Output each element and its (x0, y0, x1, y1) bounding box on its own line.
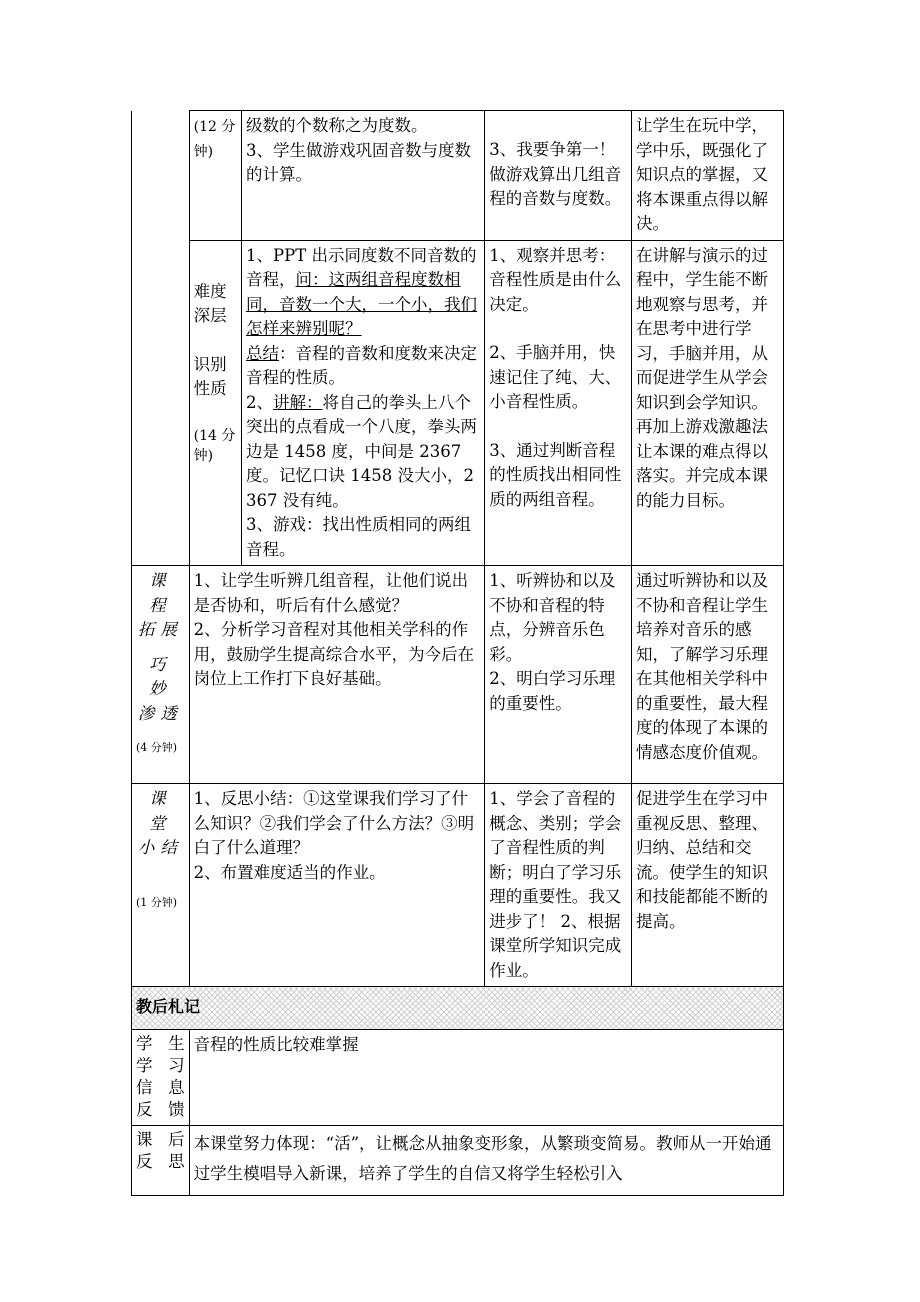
student-activity-text: 3、我要争第一！做游戏算出几组音程的音数与度数。 (489, 140, 622, 208)
student-activity-text: 1、听辨协和以及不协和音程的特点，分辨音乐色彩。 (489, 571, 616, 664)
design-intent-text: 通过听辨协和以及不协和音程让学生培养对音乐的感知，了解学习乐理在其他相关学科中的重要性，最大程度的体现了本课的情感态度价值观。 (635, 571, 768, 762)
student-activity-cell (485, 111, 632, 241)
content-text: ：音程的音数和度数来决定音程的性质。 (246, 343, 478, 387)
stage-label: 课 堂 (149, 789, 172, 833)
design-intent-cell (631, 566, 783, 784)
lesson-plan-sheet (131, 110, 784, 1196)
content-step-1 (246, 244, 480, 342)
reflection-value: 本课堂努力体现：“活”，让概念从抽象变形象，从繁琐变简易。教师从一开始通过学生模唱导入新课，培养了学生的自信又将学生轻松引入 (189, 1126, 783, 1196)
design-intent-cell (631, 240, 783, 566)
stage-label: 渗透 (137, 703, 183, 723)
time-label: (1 分钟) (136, 895, 178, 909)
content-step-3: 3、游戏：找出性质相同的两组音程。 (246, 515, 472, 559)
time-label: (12 分钟) (193, 119, 236, 160)
content-underlined: 问：这两组音程度数相同，音数一个大，一个小，我们怎样来辨别呢？ (246, 270, 478, 338)
student-activity-text: 2、手脑并用，快速记住了纯、大、小音程性质。 (489, 343, 622, 411)
design-intent-text: 让学生在玩中学，学中乐，既强化了知识点的掌握，又将本课重点得以解决。 (635, 116, 768, 233)
stage-cell-empty (132, 111, 190, 566)
table-row-game (132, 111, 784, 241)
teacher-activity-cell (189, 566, 485, 784)
student-activity-text: 1、学会了音程的概念、类别；学会了音程性质的判断；明白了学习乐理的重要性。我又进步了！ 2、根据课堂所学知识完成作业。 (489, 789, 622, 980)
content-step-summary (246, 342, 480, 391)
design-intent-text: 促进学生在学习中重视反思、整理、归纳、总结和交流。使学生的知识和技能都能不断的提高。 (635, 789, 768, 931)
student-activity-text: 3、通过判断音程的性质找出相同性质的两组音程。 (489, 440, 622, 509)
table-row-feedback (132, 1030, 784, 1126)
design-intent-cell (631, 111, 783, 241)
feedback-value: 音程的性质比较难掌握 (189, 1030, 783, 1126)
feedback-label: 学 生 学 习 信 息 反馈 (132, 1030, 190, 1126)
reflection-label: 课 后 反思 (132, 1126, 190, 1196)
student-activity-text: 1、观察并思考：音程性质是由什么决定。 (489, 245, 622, 314)
content-text: 1、让学生听辨几组音程，让他们说出是否协和，听后有什么感觉？ (193, 571, 469, 615)
content-text: 2、布置难度适当的作业。 (193, 862, 386, 882)
content-line: 级数的个数称之为度数。 (246, 116, 428, 135)
table-row-notes-header (132, 987, 784, 1030)
table-row-reflection (132, 1126, 784, 1196)
student-activity-cell (485, 566, 632, 784)
table-row-summary (132, 784, 784, 987)
teacher-activity-cell (242, 111, 485, 241)
content-step-2 (246, 391, 480, 514)
stage-label: 拓展 (137, 620, 183, 639)
content-text: 1、PPT 出示同度数不同音数的音程， (246, 245, 477, 289)
design-intent-cell (631, 784, 783, 987)
time-label: (4 分钟) (136, 741, 178, 754)
notes-header: 教后札记 (132, 987, 784, 1030)
content-text: 1、反思小结：①这堂课我们学习了什么知识？②我们学会了什么方法？③明白了什么道理？ (193, 789, 475, 857)
student-activity-cell (485, 784, 632, 987)
time-label: (14 分钟) (193, 427, 236, 464)
stage-label: 巧 妙 (149, 654, 172, 698)
content-underlined: 总结 (246, 343, 280, 363)
design-intent-text: 在讲解与演示的过程中，学生能不断地观察与思考，并在思考中进行学习，手脑并用，从而促进学生从学会知识到会学知识。再加上游戏激趣法让本课的难点得以落实。并完成本课的能力目标。 (635, 245, 768, 510)
stage-label-cell (189, 240, 241, 566)
time-cell (189, 111, 241, 241)
lesson-plan-table (131, 110, 784, 1196)
table-row-difficulty (132, 240, 784, 566)
stage-label-cell (132, 566, 190, 784)
content-line: 3、学生做游戏巩固音数与度数的计算。 (246, 140, 472, 184)
teacher-activity-cell (189, 784, 485, 987)
stage-label: 课 程 (149, 571, 172, 615)
table-row-extension (132, 566, 784, 784)
stage-label-sub: 识别性质 (193, 354, 227, 398)
stage-label: 难度深层 (193, 281, 227, 325)
student-activity-text: 2、明白学习乐理的重要性。 (489, 669, 616, 713)
content-text: 2、 (246, 392, 274, 412)
teacher-activity-cell (242, 240, 485, 566)
stage-label: 小结 (137, 838, 183, 857)
content-text: 2、分析学习音程对其他相关学科的作用，鼓励学生提高综合水平，为今后在岗位上工作打下良好基础。 (193, 620, 475, 688)
content-underlined: 讲解： (273, 392, 323, 412)
stage-label-cell (132, 784, 190, 987)
student-activity-cell (485, 240, 632, 566)
content-text: 将自己的拳头上八个突出的点看成一个八度，拳头两边是 1458 度，中间是 2367 度。记忆口诀 1458 没大小，2367 没有纯。 (246, 392, 478, 510)
